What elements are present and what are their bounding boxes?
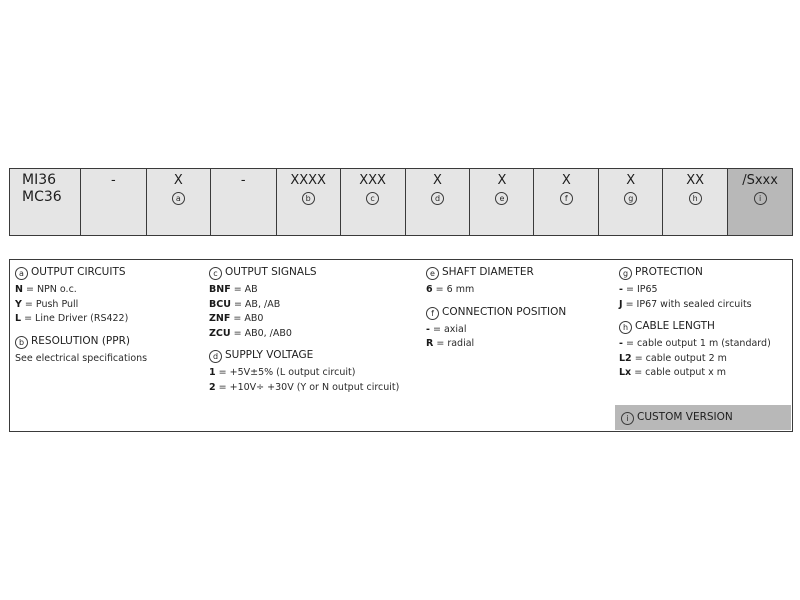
- circled-letter-c-icon: c: [209, 267, 222, 280]
- list-item: 1 = +5V±5% (L output circuit): [209, 367, 356, 378]
- circled-letter-d-icon: d: [431, 192, 444, 205]
- circled-letter-i-icon: i: [754, 192, 767, 205]
- code-value: XXXX: [290, 173, 326, 188]
- shaft-diameter-title: e SHAFT DIAMETER: [426, 266, 566, 280]
- code-value: -: [111, 173, 116, 188]
- output-circuits-title: a OUTPUT CIRCUITS: [15, 266, 147, 280]
- list-item: Y = Push Pull: [15, 298, 79, 310]
- code-value: X: [497, 173, 507, 188]
- cable-length-title: h CABLE LENGTH: [619, 320, 771, 334]
- circled-letter-g-icon: g: [619, 267, 632, 280]
- code-cell-separator-1: [81, 169, 147, 235]
- output-signals-title: c OUTPUT SIGNALS: [209, 266, 399, 280]
- list-item: ZNF = AB0: [209, 313, 264, 324]
- code-value: -: [240, 173, 246, 188]
- protection-title: g PROTECTION: [619, 266, 771, 280]
- legend-column-4: [619, 266, 771, 381]
- circled-letter-c-icon: c: [366, 192, 379, 205]
- code-cell-a: [147, 169, 211, 235]
- legend-column-1: [15, 266, 147, 366]
- legend-box: [9, 259, 793, 432]
- supply-voltage-title: d SUPPLY VOLTAGE: [209, 349, 399, 363]
- code-cell-g: [599, 169, 663, 235]
- connection-position-title: f CONNECTION POSITION: [426, 306, 566, 320]
- list-item: L2 = cable output 2 m: [619, 352, 727, 364]
- resolution-title: b RESOLUTION (PPR): [15, 335, 147, 349]
- circled-letter-i-icon: i: [621, 412, 634, 425]
- model-cell: [10, 169, 81, 235]
- circled-letter-d-icon: d: [209, 350, 222, 363]
- code-cell-f: [534, 169, 599, 235]
- circled-letter-f-icon: f: [560, 192, 573, 205]
- circled-letter-b-icon: b: [302, 192, 315, 205]
- list-item: N = NPN o.c.: [15, 284, 77, 295]
- order-code-table: [9, 168, 793, 236]
- code-cell-c: [341, 169, 406, 235]
- code-cell-b: [277, 169, 341, 235]
- circled-letter-a-icon: a: [15, 267, 28, 280]
- list-item: BNF = AB: [209, 284, 258, 295]
- circled-letter-h-icon: h: [619, 321, 632, 334]
- code-value: X: [561, 173, 571, 188]
- list-item: 2 = +10V÷ +30V (Y or N output circuit): [209, 381, 400, 393]
- code-cell-h: [663, 169, 728, 235]
- code-cell-separator-2: [211, 169, 277, 235]
- code-value: XX: [686, 173, 705, 188]
- resolution-text: See electrical specifications: [15, 352, 148, 364]
- custom-version-title: CUSTOM VERSION: [637, 411, 733, 423]
- circled-letter-e-icon: e: [426, 267, 439, 280]
- list-item: - = IP65: [619, 284, 658, 295]
- legend-column-2: [209, 266, 399, 395]
- list-item: 6 = 6 mm: [426, 284, 475, 295]
- model-line-1: MI36: [22, 172, 57, 188]
- code-cell-d: [406, 169, 471, 235]
- list-item: - = cable output 1 m (standard): [619, 338, 771, 349]
- code-cell-e: [470, 169, 534, 235]
- circled-letter-g-icon: g: [624, 192, 637, 205]
- custom-version-bar: [615, 405, 791, 430]
- circled-letter-b-icon: b: [15, 336, 28, 349]
- code-value: X: [626, 173, 636, 188]
- code-value: X: [433, 173, 442, 188]
- list-item: BCU = AB, /AB: [209, 298, 281, 310]
- list-item: - = axial: [426, 323, 467, 335]
- code-value: /Sxxx: [742, 173, 778, 188]
- list-item: R = radial: [426, 338, 475, 349]
- circled-letter-a-icon: a: [172, 192, 185, 205]
- circled-letter-h-icon: h: [689, 192, 702, 205]
- circled-letter-f-icon: f: [426, 307, 439, 320]
- code-value: X: [173, 173, 183, 188]
- legend-column-3: [426, 266, 566, 352]
- list-item: ZCU = AB0, /AB0: [209, 327, 292, 339]
- model-line-2: MC36: [22, 189, 62, 205]
- code-cell-i: [728, 169, 792, 235]
- code-value: XXX: [359, 173, 386, 188]
- list-item: Lx = cable output x m: [619, 367, 727, 378]
- circled-letter-e-icon: e: [495, 192, 508, 205]
- list-item: J = IP67 with sealed circuits: [619, 298, 752, 310]
- list-item: L = Line Driver (RS422): [15, 313, 129, 324]
